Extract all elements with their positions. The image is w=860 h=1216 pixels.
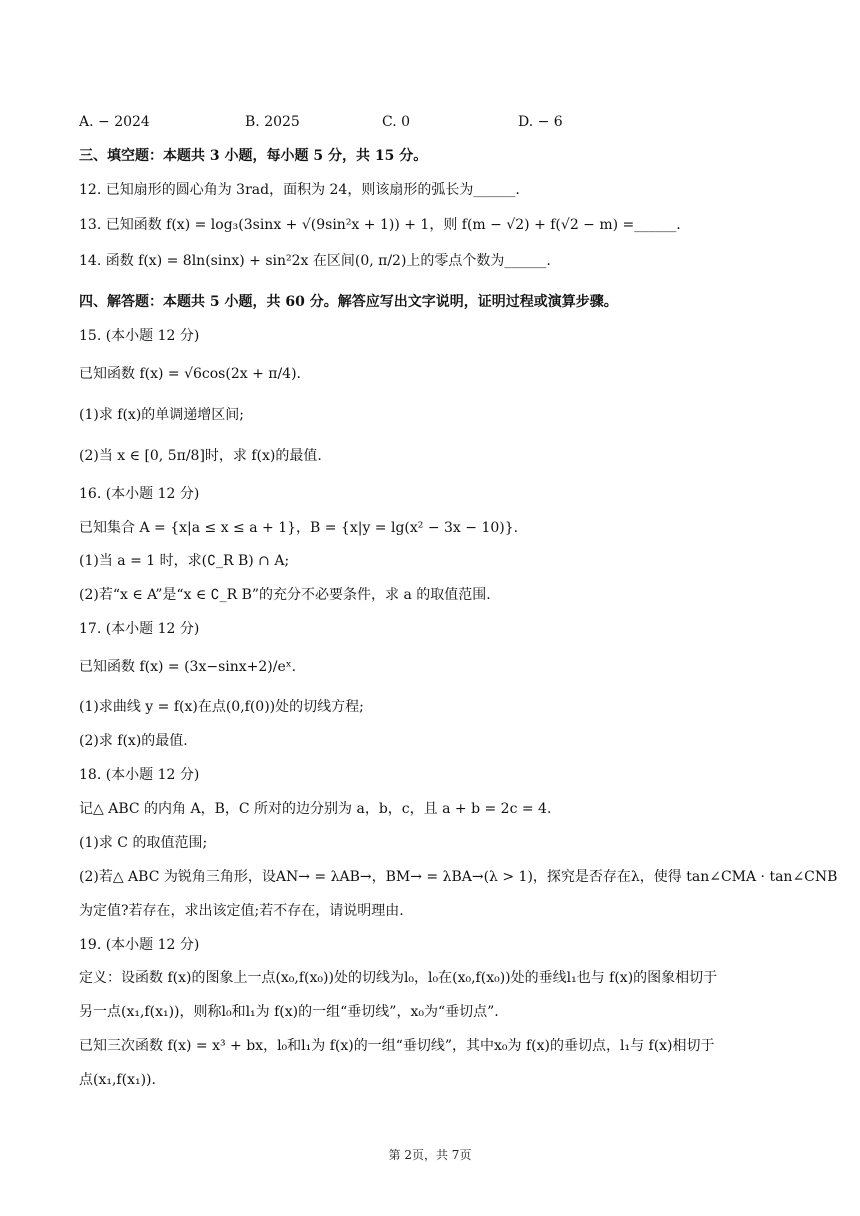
question-17-part-1: (1)求曲线 y = f(x)在点(0,f(0))处的切线方程;: [79, 699, 364, 715]
question-12: 12. 已知扇形的圆心角为 3rad，面积为 24，则该扇形的弧长为______.: [79, 182, 520, 198]
question-17-title: 17. (本小题 12 分): [79, 621, 200, 637]
question-18-part-1: (1)求 C 的取值范围;: [79, 835, 208, 851]
question-16-part-2: (2)若“x ∈ A”是“x ∈ ∁_R B”的充分不必要条件，求 a 的取值范围.: [79, 587, 491, 603]
question-18-part-2-line-1: (2)若△ ABC 为锐角三角形，设AN→ = λAB→，BM→ = λBA→(λ > 1)，探究是否存在λ，使得 tan∠CMA · tan∠CNB: [79, 869, 838, 885]
question-15-part-1: (1)求 f(x)的单调递增区间;: [79, 407, 244, 423]
question-19-stem-line-2: 点(x₁,f(x₁)).: [79, 1072, 156, 1088]
question-18-part-2-line-2: 为定值?若存在，求出该定值;若不存在，请说明理由.: [79, 903, 404, 919]
question-16-stem: 已知集合 A = {x|a ≤ x ≤ a + 1}，B = {x|y = lg(x² − 3x − 10)}.: [79, 520, 519, 536]
question-19-stem-line-1: 已知三次函数 f(x) = x³ + bx，l₀和l₁为 f(x)的一组“垂切线”，其中x₀为 f(x)的垂切点，l₁与 f(x)相切于: [79, 1038, 715, 1054]
question-16-part-1: (1)当 a = 1 时，求(∁_R B) ∩ A;: [79, 553, 290, 569]
question-13: 13. 已知函数 f(x) = log₃(3sinx + √(9sin²x + 1)) + 1，则 f(m − √2) + f(√2 − m) =______.: [79, 217, 681, 233]
question-17-part-2: (2)求 f(x)的最值.: [79, 733, 188, 749]
section-4-header: 四、解答题：本题共 5 小题，共 60 分。解答应写出文字说明，证明过程或演算步骤。: [79, 294, 618, 310]
question-16-title: 16. (本小题 12 分): [79, 486, 200, 502]
option-a: A. − 2024: [79, 114, 150, 130]
question-17-stem: 已知函数 f(x) = (3x−sinx+2)/eˣ.: [79, 659, 297, 675]
answer-options-row: [0, 112, 860, 132]
section-3-header: 三、填空题：本题共 3 小题，每小题 5 分，共 15 分。: [79, 148, 428, 164]
page-footer: 第 2页，共 7页: [388, 1148, 472, 1162]
question-15-part-2: (2)当 x ∈ [0, 5π/8]时，求 f(x)的最值.: [79, 448, 322, 464]
option-c: C. 0: [382, 114, 411, 130]
question-19-title: 19. (本小题 12 分): [79, 937, 200, 953]
option-d: D. − 6: [518, 114, 563, 130]
question-18-stem: 记△ ABC 的内角 A，B，C 所对的边分别为 a，b，c，且 a + b = 2c = 4.: [79, 801, 552, 817]
question-14: 14. 函数 f(x) = 8ln(sinx) + sin²2x 在区间(0, π/2)上的零点个数为______.: [79, 253, 551, 269]
option-b: B. 2025: [245, 114, 300, 130]
question-19-definition-line-1: 定义：设函数 f(x)的图象上一点(x₀,f(x₀))处的切线为l₀，l₀在(x₀,f(x₀))处的垂线l₁也与 f(x)的图象相切于: [79, 970, 718, 986]
question-15-title: 15. (本小题 12 分): [79, 328, 200, 344]
question-19-definition-line-2: 另一点(x₁,f(x₁))，则称l₀和l₁为 f(x)的一组“垂切线”，x₀为“垂切点”.: [79, 1004, 499, 1020]
question-15-stem: 已知函数 f(x) = √6cos(2x + π/4).: [79, 366, 301, 382]
question-18-title: 18. (本小题 12 分): [79, 767, 200, 783]
